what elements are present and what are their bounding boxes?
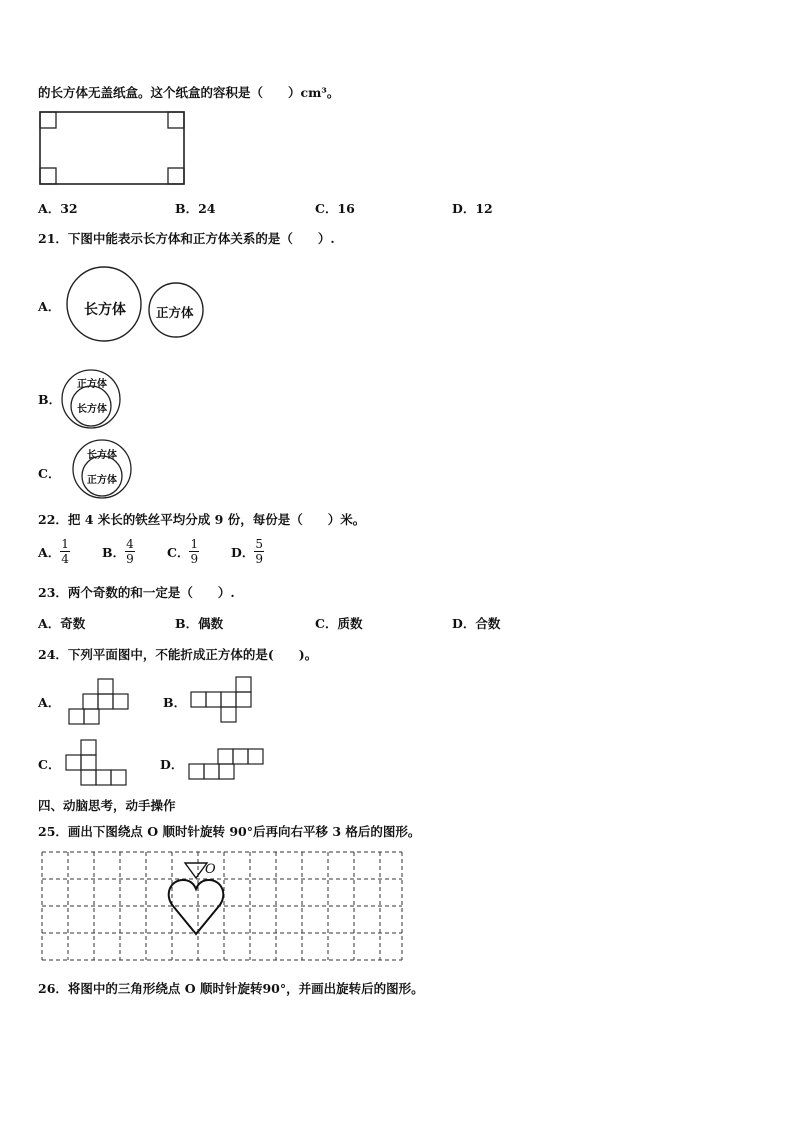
dashed-grid xyxy=(42,852,402,960)
q24-net-b xyxy=(190,676,254,724)
q24-net-a xyxy=(68,678,130,726)
denominator: 9 xyxy=(126,552,134,566)
q22-option-a-label: A． xyxy=(38,544,61,560)
denominator: 9 xyxy=(255,552,263,566)
q21-b-cube-text: 正方体 xyxy=(77,379,107,390)
q24-net-d xyxy=(188,748,266,782)
q22-option-c-fraction xyxy=(189,538,199,565)
q21-a-cuboid-text: 长方体 xyxy=(84,302,126,318)
section-4-title: 四、动脑思考，动手操作 xyxy=(38,798,176,813)
q24-label-c: C． xyxy=(38,757,61,772)
q22-option-b-fraction xyxy=(125,538,135,565)
q23-option-c: C．质数 xyxy=(315,616,363,631)
numerator: 5 xyxy=(255,537,263,551)
q22-option-b xyxy=(102,538,135,565)
q22-option-d-label: D． xyxy=(231,544,255,560)
q20-stem-tail: 的长方体无盖纸盒。这个纸盒的容积是（ ）cm³。 xyxy=(38,85,340,100)
q22-option-a xyxy=(38,538,70,565)
q20-option-d: D．12 xyxy=(452,201,493,216)
numerator: 1 xyxy=(190,537,199,551)
q21-c-cube-text: 正方体 xyxy=(87,475,117,486)
q25-stem: 25．画出下图绕点 O 顺时针旋转 90°后再向右平移 3 格后的图形。 xyxy=(38,824,421,839)
heart-shape xyxy=(169,880,224,934)
denominator: 4 xyxy=(61,552,69,566)
q22-option-d xyxy=(231,538,264,565)
q22-option-c-label: C． xyxy=(167,544,190,560)
q24-net-c xyxy=(65,739,127,787)
q21-label-c: C． xyxy=(38,466,61,481)
q23-option-d: D．合数 xyxy=(452,616,501,631)
q20-option-b: B．24 xyxy=(175,201,216,216)
q22-stem: 22．把 4 米长的铁丝平均分成 9 份，每份是（ ）米。 xyxy=(38,512,366,527)
q20-box-diagram xyxy=(38,110,188,188)
q24-stem: 24．下列平面图中，不能折成正方体的是( )。 xyxy=(38,647,318,662)
q25-grid-diagram xyxy=(40,850,406,964)
q23-stem: 23．两个奇数的和一定是（ ）. xyxy=(38,585,235,600)
denominator: 9 xyxy=(190,552,199,566)
q24-label-a: A． xyxy=(38,695,61,710)
q21-a-cube-text: 正方体 xyxy=(156,305,194,320)
q24-label-b: B． xyxy=(163,695,187,710)
q21-label-b: B． xyxy=(38,392,62,407)
q22-option-b-label: B． xyxy=(102,544,126,560)
q22-option-d-fraction xyxy=(254,538,264,565)
numerator: 1 xyxy=(61,537,69,551)
q21-b-cuboid-text: 长方体 xyxy=(77,404,107,415)
q20-option-a: A．32 xyxy=(38,201,78,216)
q23-option-a: A．奇数 xyxy=(38,616,86,631)
numerator: 4 xyxy=(126,537,134,551)
q23-option-b: B．偶数 xyxy=(175,616,224,631)
q22-option-a-fraction xyxy=(60,538,70,565)
q24-label-d: D． xyxy=(160,757,184,772)
q22-option-c xyxy=(167,538,199,565)
triangle-marker xyxy=(185,863,207,878)
q21-c-cuboid-text: 长方体 xyxy=(87,450,117,461)
q21-label-a: A． xyxy=(38,299,61,314)
q25-point-o-label: O xyxy=(205,862,216,877)
q21-stem: 21．下图中能表示长方体和正方体关系的是（ ）. xyxy=(38,231,335,246)
q20-option-c: C．16 xyxy=(315,201,355,216)
q26-stem: 26．将图中的三角形绕点 O 顺时针旋转90°，并画出旋转后的图形。 xyxy=(38,981,424,996)
